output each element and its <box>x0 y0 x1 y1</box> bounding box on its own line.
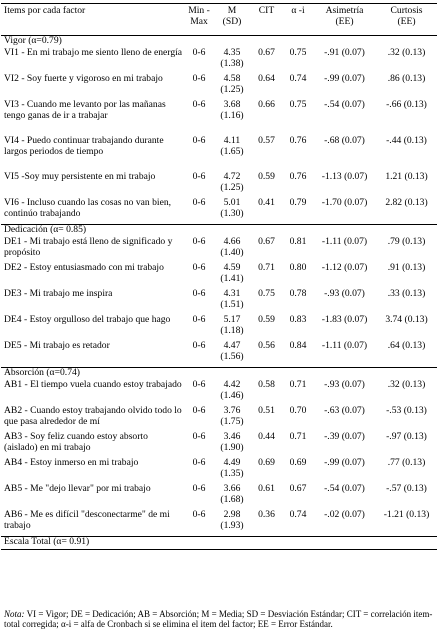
cit-cell: 0.69 <box>258 457 275 468</box>
total-scale-label: Escala Total (α= 0.91) <box>1 537 437 550</box>
mean-value: 4.66 <box>223 236 241 247</box>
alpha-cell: 0.69 <box>289 457 307 468</box>
table-row <box>1 432 437 458</box>
curtosis-cell: -.66 (0.13) <box>386 99 427 110</box>
header-minmax: Min - Max <box>184 4 214 36</box>
mean-value: 5.01 <box>223 197 241 208</box>
curtosis-cell: -.57 (0.13) <box>386 483 427 494</box>
item-text: VI3 - Cuando me levanto por las mañanas tengo ganas de ir a trabajar <box>4 99 166 121</box>
minmax-cell: 0-6 <box>192 262 206 273</box>
sd-value: (1.93) <box>220 519 244 531</box>
mean-sd-cell <box>214 48 250 74</box>
note-label: Nota: <box>4 609 25 619</box>
curtosis-cell: -1.21 (0.13) <box>383 509 430 520</box>
minmax-cell: 0-6 <box>192 99 206 110</box>
minmax-cell: 0-6 <box>192 314 206 325</box>
mean-sd-cell <box>214 406 250 432</box>
table-row <box>1 510 437 537</box>
cit-cell: 0.64 <box>258 73 275 84</box>
cit-cell: 0.44 <box>258 431 275 442</box>
table-row <box>1 74 437 100</box>
section-title: Absorción (α=0.74) <box>1 368 437 381</box>
item-text: DE2 - Estoy entusiasmado con mi trabajo <box>4 262 164 273</box>
mean-value: 4.72 <box>223 171 241 182</box>
minmax-cell: 0-6 <box>192 405 206 416</box>
minmax-cell: 0-6 <box>192 483 206 494</box>
item-text: AB5 - Me "dejo llevar" por mi trabajo <box>4 483 151 494</box>
table-row <box>1 48 437 74</box>
table-row <box>1 315 437 341</box>
sd-value: (1.25) <box>220 83 244 95</box>
curtosis-cell: 3.74 (0.13) <box>385 314 428 325</box>
table-row <box>1 136 437 172</box>
asimetria-cell: -.99 (0.07) <box>324 73 365 84</box>
sd-value: (1.68) <box>220 493 244 505</box>
curtosis-cell: .32 (0.13) <box>387 47 426 58</box>
asimetria-cell: -.93 (0.07) <box>324 379 365 390</box>
alpha-cell: 0.83 <box>289 314 307 325</box>
mean-sd-cell <box>214 510 250 537</box>
curtosis-cell: .64 (0.13) <box>387 340 426 351</box>
mean-sd-cell <box>214 263 250 289</box>
asimetria-cell: -.91 (0.07) <box>324 47 365 58</box>
minmax-cell: 0-6 <box>192 457 206 468</box>
mean-value: 4.42 <box>223 379 241 390</box>
table-row <box>1 172 437 198</box>
table-row <box>1 380 437 406</box>
sd-value: (1.75) <box>220 415 244 427</box>
mean-sd-cell <box>214 341 250 368</box>
curtosis-cell: -.97 (0.13) <box>386 431 427 442</box>
asimetria-cell: -1.12 (0.07) <box>321 262 368 273</box>
cit-cell: 0.58 <box>258 379 275 390</box>
minmax-cell: 0-6 <box>192 288 206 299</box>
sd-value: (1.56) <box>220 350 244 362</box>
section-title: Vigor (α=0.79) <box>1 36 437 49</box>
curtosis-cell: .86 (0.13) <box>387 73 426 84</box>
minmax-cell: 0-6 <box>192 171 206 182</box>
alpha-cell: 0.75 <box>289 99 307 110</box>
total-row <box>1 537 437 550</box>
item-text: DE5 - Mi trabajo es retador <box>4 340 110 351</box>
mean-value: 4.31 <box>223 288 241 299</box>
cit-cell: 0.36 <box>258 509 275 520</box>
asimetria-cell: -1.83 (0.07) <box>321 314 368 325</box>
cit-cell: 0.71 <box>258 262 275 273</box>
alpha-cell: 0.81 <box>289 236 307 247</box>
sd-value: (1.90) <box>220 441 244 453</box>
item-text: DE1 - Mi trabajo está lleno de significado y propósito <box>4 236 173 258</box>
minmax-cell: 0-6 <box>192 47 206 58</box>
mean-sd-cell <box>214 432 250 458</box>
asimetria-cell: -1.11 (0.07) <box>321 340 368 351</box>
minmax-cell: 0-6 <box>192 509 206 520</box>
header-curtosis: Curtosis (EE) <box>376 4 437 36</box>
mean-sd-cell <box>214 380 250 406</box>
table-header-row <box>1 4 437 36</box>
item-text: AB1 - El tiempo vuela cuando estoy trabajado <box>4 379 182 390</box>
sd-value: (1.41) <box>220 272 244 284</box>
cit-cell: 0.51 <box>258 405 275 416</box>
mean-sd-cell <box>214 237 250 263</box>
mean-value: 3.66 <box>223 483 241 494</box>
alpha-cell: 0.76 <box>289 135 307 146</box>
cit-cell: 0.57 <box>258 135 275 146</box>
minmax-cell: 0-6 <box>192 431 206 442</box>
table-row <box>1 198 437 225</box>
asimetria-cell: -.63 (0.07) <box>324 405 365 416</box>
item-text: VI2 - Soy fuerte y vigoroso en mi trabajo <box>4 73 163 84</box>
item-text: VI1 - En mi trabajo me siento lleno de energía <box>4 47 183 58</box>
factor-items-table <box>1 3 437 550</box>
mean-value: 2.98 <box>223 509 241 520</box>
mean-value: 3.46 <box>223 431 241 442</box>
header-asimetria: Asimetría (EE) <box>313 4 376 36</box>
sd-value: (1.65) <box>220 145 244 157</box>
mean-value: 3.68 <box>223 99 241 110</box>
curtosis-cell: .91 (0.13) <box>387 262 426 273</box>
minmax-cell: 0-6 <box>192 197 206 208</box>
mean-value: 4.58 <box>223 73 241 84</box>
curtosis-cell: .33 (0.13) <box>387 288 426 299</box>
cit-cell: 0.67 <box>258 47 275 58</box>
mean-value: 4.59 <box>223 262 241 273</box>
minmax-cell: 0-6 <box>192 236 206 247</box>
table-note <box>4 609 436 629</box>
cit-cell: 0.41 <box>258 197 275 208</box>
mean-value: 5.17 <box>223 314 241 325</box>
alpha-cell: 0.74 <box>289 73 307 84</box>
table-body <box>1 36 437 550</box>
asimetria-cell: -.99 (0.07) <box>324 457 365 468</box>
cit-cell: 0.67 <box>258 236 275 247</box>
sd-value: (1.35) <box>220 467 244 479</box>
cit-cell: 0.75 <box>258 288 275 299</box>
mean-sd-cell <box>214 136 250 172</box>
item-text: VI5 -Soy muy persistente en mi trabajo <box>4 171 156 182</box>
alpha-cell: 0.70 <box>289 405 307 416</box>
mean-sd-cell <box>214 315 250 341</box>
mean-value: 4.49 <box>223 457 241 468</box>
minmax-cell: 0-6 <box>192 135 206 146</box>
asimetria-cell: -.93 (0.07) <box>324 288 365 299</box>
sd-value: (1.25) <box>220 181 244 193</box>
alpha-cell: 0.75 <box>289 47 307 58</box>
section-title: Dedicación (α= 0.85) <box>1 225 437 238</box>
asimetria-cell: -1.11 (0.07) <box>321 236 368 247</box>
mean-value: 3.76 <box>223 405 241 416</box>
alpha-cell: 0.71 <box>289 379 307 390</box>
alpha-cell: 0.79 <box>289 197 307 208</box>
sd-value: (1.30) <box>220 207 244 219</box>
alpha-cell: 0.74 <box>289 509 307 520</box>
sd-value: (1.51) <box>220 298 244 310</box>
item-text: DE3 - Mi trabajo me inspira <box>4 288 113 299</box>
alpha-cell: 0.80 <box>289 262 307 273</box>
item-text: AB4 - Estoy inmerso en mi trabajo <box>4 457 139 468</box>
sd-value: (1.38) <box>220 57 244 69</box>
item-text: DE4 - Estoy orgulloso del trabajo que hago <box>4 314 171 325</box>
table-row <box>1 406 437 432</box>
item-text: AB6 - Me es difícil "desconectarme" de mi trabajo <box>4 509 170 531</box>
table-row <box>1 341 437 368</box>
table-row <box>1 263 437 289</box>
mean-value: 4.11 <box>223 135 241 146</box>
item-text: AB2 - Cuando estoy trabajando olvido todo lo que pasa alrededor de mí <box>4 405 182 427</box>
cit-cell: 0.66 <box>258 99 275 110</box>
asimetria-cell: -.68 (0.07) <box>324 135 365 146</box>
mean-value: 4.47 <box>223 340 241 351</box>
curtosis-cell: 2.82 (0.13) <box>385 197 428 208</box>
header-alpha: α -i <box>283 4 313 36</box>
table-row <box>1 484 437 510</box>
alpha-cell: 0.71 <box>289 431 307 442</box>
alpha-cell: 0.67 <box>289 483 307 494</box>
mean-sd-cell <box>214 100 250 136</box>
minmax-cell: 0-6 <box>192 340 206 351</box>
mean-sd-cell <box>214 172 250 198</box>
curtosis-cell: .77 (0.13) <box>387 457 426 468</box>
mean-sd-cell <box>214 198 250 225</box>
asimetria-cell: -1.13 (0.07) <box>321 171 368 182</box>
mean-sd-cell <box>214 484 250 510</box>
asimetria-cell: -1.70 (0.07) <box>321 197 368 208</box>
mean-sd-cell <box>214 74 250 100</box>
cit-cell: 0.61 <box>258 483 275 494</box>
table-row <box>1 237 437 263</box>
asimetria-cell: -.54 (0.07) <box>324 99 365 110</box>
alpha-cell: 0.78 <box>289 288 307 299</box>
sd-value: (1.40) <box>220 246 244 258</box>
item-text: VI4 - Puedo continuar trabajando durante largos periodos de tiempo <box>4 135 164 157</box>
note-text: VI = Vigor; DE = Dedicación; AB = Absorción; M = Media; SD = Desviación Estándar; CIT = correlación item-total corregida; α-i = alfa de Cronbach si se elimina el item del factor; EE = Error Estándar. <box>4 609 433 629</box>
item-text: AB3 - Soy feliz cuando estoy absorto (aislado) en mi trabajo <box>4 431 148 453</box>
curtosis-cell: .32 (0.13) <box>387 379 426 390</box>
table-row <box>1 289 437 315</box>
sd-value: (1.46) <box>220 389 244 401</box>
alpha-cell: 0.84 <box>289 340 307 351</box>
sd-value: (1.18) <box>220 324 244 336</box>
cit-cell: 0.59 <box>258 314 275 325</box>
curtosis-cell: -.44 (0.13) <box>386 135 427 146</box>
mean-value: 4.35 <box>223 47 241 58</box>
curtosis-cell: -.53 (0.13) <box>386 405 427 416</box>
asimetria-cell: -.39 (0.07) <box>324 431 365 442</box>
item-text: VI6 - Incluso cuando las cosas no van bien, continúo trabajando <box>4 197 172 219</box>
curtosis-cell: .79 (0.13) <box>387 236 426 247</box>
sd-value: (1.16) <box>220 109 244 121</box>
cit-cell: 0.56 <box>258 340 275 351</box>
mean-sd-cell <box>214 458 250 484</box>
curtosis-cell: 1.21 (0.13) <box>385 171 428 182</box>
table-row <box>1 458 437 484</box>
mean-sd-cell <box>214 289 250 315</box>
minmax-cell: 0-6 <box>192 73 206 84</box>
cit-cell: 0.59 <box>258 171 275 182</box>
asimetria-cell: -.54 (0.07) <box>324 483 365 494</box>
header-mean: M (SD) <box>214 4 250 36</box>
alpha-cell: 0.76 <box>289 171 307 182</box>
header-item: Items por cada factor <box>1 4 184 36</box>
table-row <box>1 100 437 136</box>
header-cit: CIT <box>250 4 283 36</box>
minmax-cell: 0-6 <box>192 379 206 390</box>
asimetria-cell: -.02 (0.07) <box>324 509 365 520</box>
